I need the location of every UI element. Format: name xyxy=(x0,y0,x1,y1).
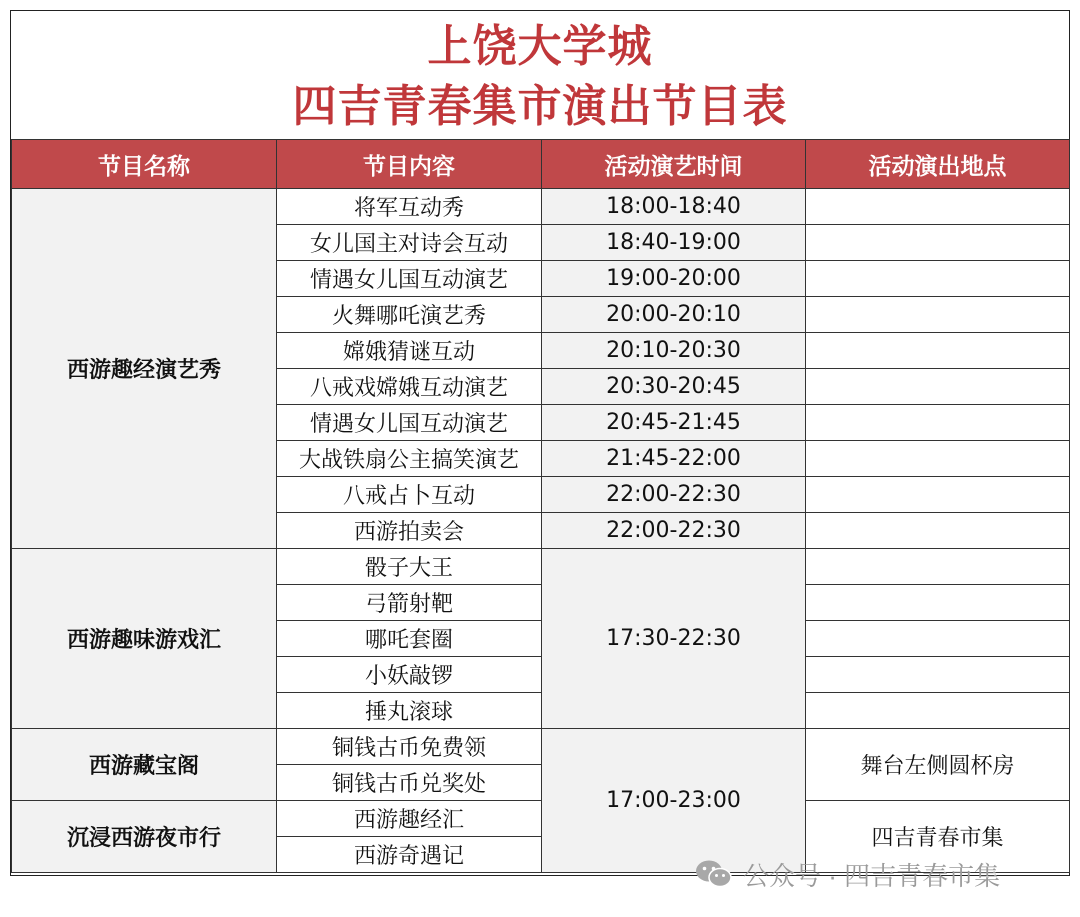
venue-cell xyxy=(806,405,1070,441)
content-cell: 西游奇遇记 xyxy=(277,837,542,873)
content-cell: 铜钱古币兑奖处 xyxy=(277,765,542,801)
time-cell: 22:00-22:30 xyxy=(542,513,806,549)
header-program-name: 节目名称 xyxy=(12,140,277,189)
title-block xyxy=(11,11,1069,139)
time-cell: 19:00-20:00 xyxy=(542,261,806,297)
content-cell: 将军互动秀 xyxy=(277,189,542,225)
content-cell: 嫦娥猜谜互动 xyxy=(277,333,542,369)
venue-cell xyxy=(806,513,1070,549)
group-name-cell: 沉浸西游夜市行 xyxy=(12,801,277,873)
venue-cell xyxy=(806,477,1070,513)
title-line-2: 四吉青春集市演出节目表 xyxy=(292,81,788,132)
table-row xyxy=(12,801,1070,837)
venue-cell xyxy=(806,261,1070,297)
time-cell: 18:00-18:40 xyxy=(542,189,806,225)
header-venue: 活动演出地点 xyxy=(806,140,1070,189)
time-cell-merged: 17:30-22:30 xyxy=(542,549,806,729)
content-cell: 情遇女儿国互动演艺 xyxy=(277,261,542,297)
venue-cell xyxy=(806,657,1070,693)
table-row xyxy=(12,549,1070,585)
watermark-text: 公众号 · 四吉青春市集 xyxy=(743,860,1001,891)
header-time: 活动演艺时间 xyxy=(542,140,806,189)
venue-cell xyxy=(806,189,1070,225)
table-row xyxy=(12,729,1070,765)
venue-cell xyxy=(806,225,1070,261)
content-cell: 火舞哪吒演艺秀 xyxy=(277,297,542,333)
content-cell: 铜钱古币免费领 xyxy=(277,729,542,765)
time-cell: 20:45-21:45 xyxy=(542,405,806,441)
time-cell: 22:00-22:30 xyxy=(542,477,806,513)
time-cell: 20:10-20:30 xyxy=(542,333,806,369)
content-cell: 骰子大王 xyxy=(277,549,542,585)
venue-cell xyxy=(806,549,1070,585)
watermark xyxy=(695,854,1000,894)
venue-cell xyxy=(806,441,1070,477)
content-cell: 八戒占卜互动 xyxy=(277,477,542,513)
header-row xyxy=(12,140,1070,189)
venue-cell xyxy=(806,693,1070,729)
table-row xyxy=(12,189,1070,225)
content-cell: 八戒戏嫦娥互动演艺 xyxy=(277,369,542,405)
venue-cell-merged: 舞台左侧圆杯房 xyxy=(806,729,1070,801)
venue-cell xyxy=(806,297,1070,333)
venue-cell xyxy=(806,621,1070,657)
time-cell: 20:00-20:10 xyxy=(542,297,806,333)
time-cell: 18:40-19:00 xyxy=(542,225,806,261)
time-cell: 21:45-22:00 xyxy=(542,441,806,477)
content-cell: 小妖敲锣 xyxy=(277,657,542,693)
content-cell: 捶丸滚球 xyxy=(277,693,542,729)
content-cell: 大战铁扇公主搞笑演艺 xyxy=(277,441,542,477)
group-name-cell: 西游趣经演艺秀 xyxy=(12,189,277,549)
content-cell: 西游趣经汇 xyxy=(277,801,542,837)
venue-cell xyxy=(806,369,1070,405)
content-cell: 情遇女儿国互动演艺 xyxy=(277,405,542,441)
schedule-sheet xyxy=(10,10,1070,876)
content-cell: 西游拍卖会 xyxy=(277,513,542,549)
header-program-content: 节目内容 xyxy=(277,140,542,189)
time-cell-merged: 17:00-23:00 xyxy=(542,729,806,873)
time-cell: 20:30-20:45 xyxy=(542,369,806,405)
schedule-table xyxy=(11,139,1070,873)
wechat-icon xyxy=(695,859,733,889)
content-cell: 弓箭射靶 xyxy=(277,585,542,621)
venue-cell-merged: 四吉青春市集 xyxy=(806,801,1070,873)
venue-cell xyxy=(806,585,1070,621)
title-line-1: 上饶大学城 xyxy=(427,21,653,72)
content-cell: 女儿国主对诗会互动 xyxy=(277,225,542,261)
group-name-cell: 西游趣味游戏汇 xyxy=(12,549,277,729)
venue-cell xyxy=(806,333,1070,369)
content-cell: 哪吒套圈 xyxy=(277,621,542,657)
group-name-cell: 西游藏宝阁 xyxy=(12,729,277,801)
